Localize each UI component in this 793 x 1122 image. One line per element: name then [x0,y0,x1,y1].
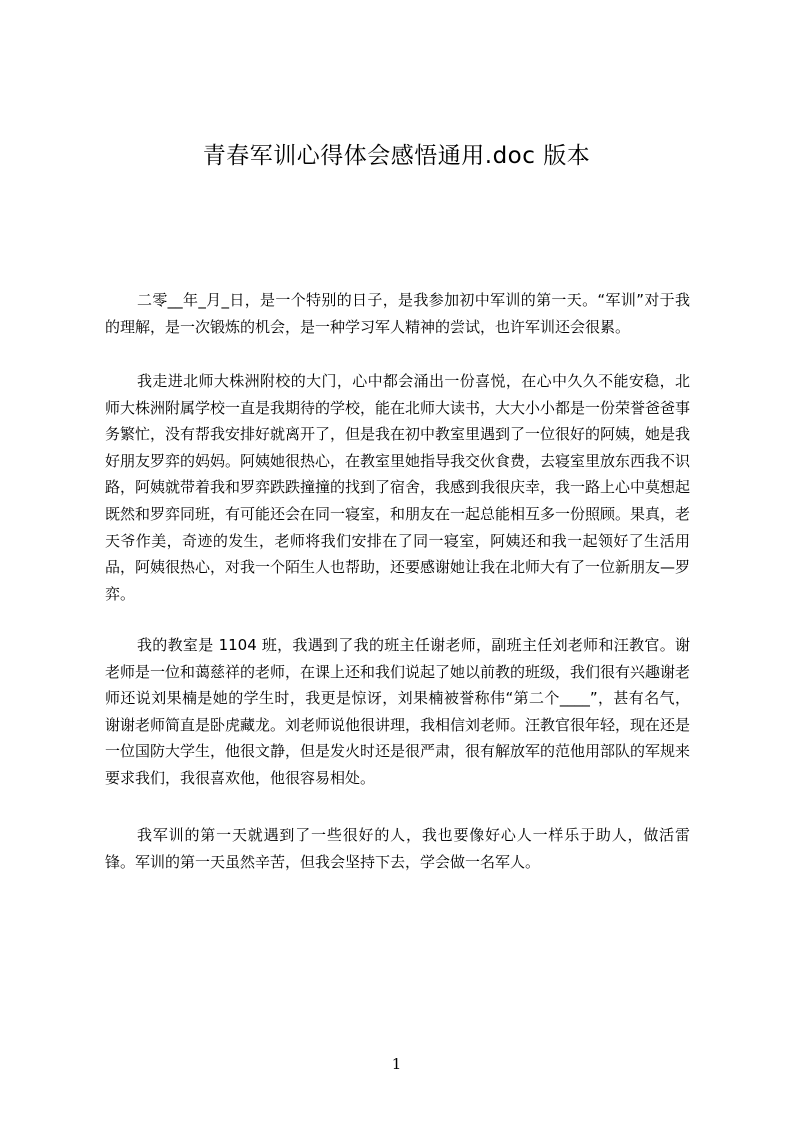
paragraph-conclusion: 我军训的第一天就遇到了一些很好的人，我也要像好心人一样乐于助人，做活雷锋。军训的第一天虽然辛苦，但我会坚持下去，学会做一名军人。 [105,826,690,871]
page-number: 1 [391,1055,402,1073]
paragraph-intro: 二零__年_月_日，是一个特别的日子，是我参加初中军训的第一天。“军训”对于我的理解，是一次锻炼的机会，是一种学习军人精神的尝试，也许军训还会很累。 [105,291,690,336]
paragraph-classroom-teachers: 我的教室是 1104 班，我遇到了我的班主任谢老师，副班主任刘老师和汪教官。谢老师是一位和蔼慈祥的老师，在课上还和我们说起了她以前教的班级，我们很有兴趣谢老师还说刘果楠是她的学生时，我更是惊讶，刘果楠被誉称伟“第二个____”，甚有名气，谢谢老师简直是卧虎藏龙。刘老师说他很讲理，我相信刘老师。汪教官很年轻，现在还是一位国防大学生，他很文静，但是发火时还是很严肃，很有解放军的范他用部队的军规来要求我们，我很喜欢他，他很容易相处。 [105,636,691,787]
document-title: 青春军训心得体会感悟通用.doc 版本 [202,143,591,169]
paragraph-school-arrival: 我走进北师大株洲附校的大门，心中都会涌出一份喜悦，在心中久久不能安稳，北师大株洲附属学校一直是我期待的学校，能在北师大读书，大大小小都是一份荣誉爸爸事务繁忙，没有帮我安排好就离开了，但是我在初中教室里遇到了一位很好的阿姨，她是我好朋友罗弈的妈妈。阿姨她很热心，在教室里她指导我交伙食费，去寝室里放东西我不识路，阿姨就带着我和罗弈跌跌撞撞的找到了宿舍，我感到我很庆幸，我一路上心中莫想起既然和罗弈同班，有可能还会在同一寝室，和朋友在一起总能相互多一份照顾。果真，老天爷作美，奇迹的发生，老师将我们安排在了同一寝室，阿姨还和我一起领好了生活用品，阿姨很热心，对我一个陌生人也帮助，还要感谢她让我在北师大有了一位新朋友—罗弈。 [105,372,691,603]
